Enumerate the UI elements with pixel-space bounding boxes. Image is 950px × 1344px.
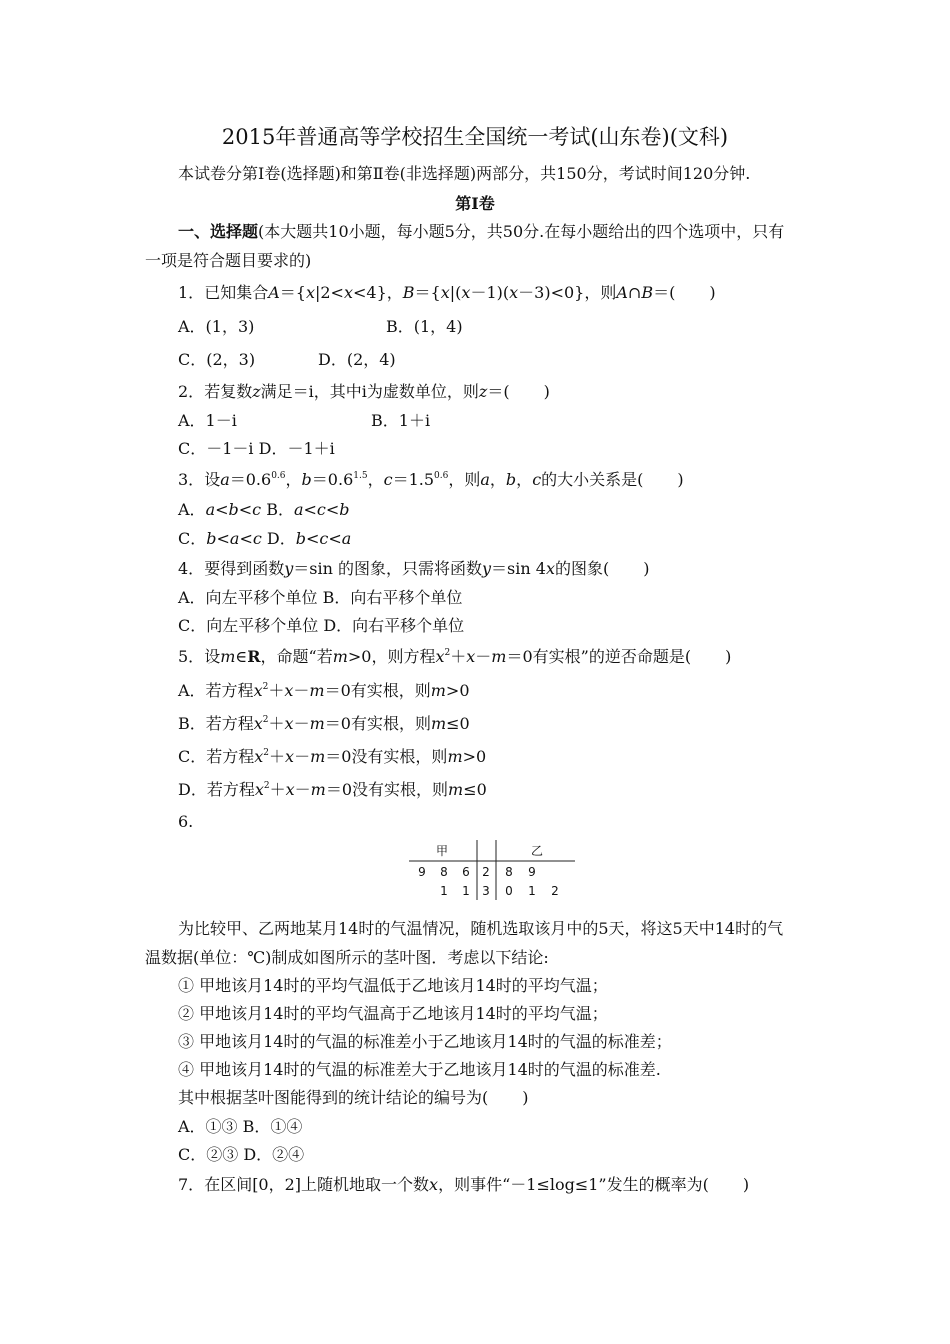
question-6-para-1: 为比较甲、乙两地某月14时的气温情况，随机选取该月中的5天，将这5天中14时的气 (178, 919, 784, 938)
leaf-right: 8 (505, 865, 513, 879)
question-1-option-d: D．(2，4) (318, 350, 396, 369)
question-4-options-cd: C．向左平移个单位 D．向右平移个单位 (178, 616, 465, 635)
question-3-stem: 3．设$a=0.6^{0.6}$，$b=0.6^{1.5}$，$c=1.5^{0.6}$，则a，b，c的大小关系是( ) (178, 470, 684, 489)
question-6-conclusion-4: ④ 甲地该月14时的气温的标准差大于乙地该月14时的气温的标准差. (178, 1060, 661, 1079)
question-1-option-c: C．(2，3) (178, 350, 256, 369)
leaf-right: 2 (551, 884, 559, 898)
leaf-right: 1 (528, 884, 536, 898)
question-6-conclusion-2: ② 甲地该月14时的平均气温高于乙地该月14时的平均气温； (178, 1004, 608, 1023)
question-2-options-cd: C．－1－i D．－1＋i (178, 439, 335, 458)
question-3-options-ab: A．a<b<c B．a<c<b (178, 500, 350, 519)
section-desc-2: 一项是符合题目要求的) (145, 251, 312, 270)
leaf-left: 1 (462, 884, 470, 898)
section-header (178, 221, 784, 243)
question-6-options-ab: A．①③ B．①④ (178, 1117, 303, 1136)
question-6-conclusion-3: ③ 甲地该月14时的气温的标准差小于乙地该月14时的气温的标准差； (178, 1032, 672, 1051)
leaf-left: 9 (418, 865, 426, 879)
leaf-right: 9 (528, 865, 536, 879)
section-label: 一、选择题 (178, 222, 259, 241)
question-5-option-d: D．若方程$x^2+x-m=0$没有实根，则m≤0 (178, 780, 487, 799)
stem-leaf-plot (405, 836, 580, 906)
question-6-ask: 其中根据茎叶图能得到的统计结论的编号为( ) (178, 1088, 529, 1107)
leaf-left: 1 (440, 884, 448, 898)
question-2-option-b: B．1＋i (371, 411, 431, 430)
question-5-option-a: A．若方程$x^2+x-m=0$有实根，则m>0 (178, 681, 470, 700)
question-5-option-c: C．若方程$x^2+x-m=0$没有实根，则m>0 (178, 747, 487, 766)
question-1-option-b: B．(1，4) (386, 317, 463, 336)
stem-value: 3 (482, 884, 490, 898)
question-3-options-cd: C．b<a<c D．b<c<a (178, 529, 352, 548)
question-2-option-a: A．1－i (178, 411, 237, 430)
stem-value: 2 (482, 865, 490, 879)
question-7-stem: 7．在区间[0，2]上随机地取一个数x，则事件“－1≤log≤1”发生的概率为( ) (178, 1175, 750, 1194)
exam-intro: 本试卷分第Ⅰ卷(选择题)和第Ⅱ卷(非选择题)两部分，共150分，考试时间120分钟. (178, 164, 751, 183)
question-5-option-b: B．若方程$x^2+x-m=0$有实根，则m≤0 (178, 714, 470, 733)
question-6-number: 6. (178, 812, 194, 831)
question-5-stem: 5．设m∈R，命题“若m>0，则方程$x^2+x-m=0$有实根”的逆否命题是( ) (178, 647, 732, 666)
section-desc-1: (本大题共10小题，每小题5分，共50分.在每小题给出的四个选项中，只有 (258, 222, 785, 241)
question-1-stem: 1．已知集合A＝{x|2<x<4}，B＝{x|(x－1)(x－3)<0}，则A∩B＝( ) (178, 283, 716, 302)
stem-leaf-right-header: 乙 (530, 844, 544, 858)
leaf-left: 8 (440, 865, 448, 879)
question-6-conclusion-1: ① 甲地该月14时的平均气温低于乙地该月14时的平均气温； (178, 976, 608, 995)
part-heading: 第Ⅰ卷 (455, 194, 495, 213)
exam-title: 2015年普通高等学校招生全国统一考试(山东卷)(文科) (221, 125, 729, 149)
question-4-options-ab: A．向左平移个单位 B．向右平移个单位 (178, 588, 463, 607)
leaf-right: 0 (505, 884, 513, 898)
stem-leaf-left-header: 甲 (435, 844, 449, 858)
question-6-para-2: 温数据(单位：℃)制成如图所示的茎叶图．考虑以下结论: (145, 948, 549, 967)
leaf-left: 6 (462, 865, 470, 879)
question-2-stem: 2．若复数z满足＝i，其中i为虚数单位，则z＝( ) (178, 382, 550, 401)
question-1-option-a: A．(1，3) (178, 317, 255, 336)
question-4-stem: 4．要得到函数y＝sin 的图象，只需将函数y＝sin 4x的图象( ) (178, 559, 650, 578)
question-6-options-cd: C．②③ D．②④ (178, 1145, 305, 1164)
